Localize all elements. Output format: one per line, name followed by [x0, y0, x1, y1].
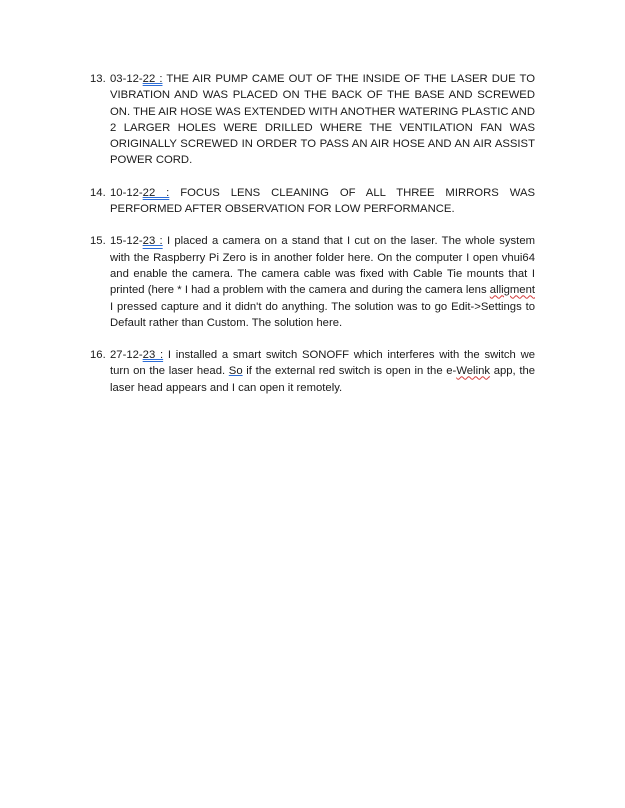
list-item [90, 185, 535, 218]
item-date: 10-12-22 : [110, 186, 170, 199]
item-date: 27-12-23 : [110, 349, 164, 362]
item-text: I installed a smart switch SONOFF which interferes with the switch we turn on the laser head. [110, 349, 536, 378]
item-text: I placed a camera on a stand that I cut on the laser. The whole system with the Raspberry Pi Zero is in another folder here. On the computer I open vhui64 and enable the camera. The camera cable was fixed with Cable Tie mounts that I printed (here * I had a problem with the camera and during the camera lens [110, 235, 536, 297]
item-text-end: app, the laser head appears and I can open it remotely. [110, 365, 536, 394]
list-item [90, 347, 535, 396]
item-number: 14. [90, 186, 106, 199]
item-date: 03-12-22 : [110, 73, 163, 85]
item-text: FOCUS LENS CLEANING OF ALL THREE MIRRORS WAS PERFORMED AFTER OBSERVATION FOR LOW PERFORMANCE. [110, 186, 536, 216]
list-item [90, 233, 535, 331]
item-number: 13. [90, 73, 106, 85]
misspelled-word: alligment [489, 284, 535, 297]
numbered-log-list [90, 71, 535, 412]
item-number: 15. [90, 235, 106, 248]
misspelled-word: Welink [456, 365, 491, 378]
item-number: 16. [90, 349, 106, 362]
item-text: THE AIR PUMP CAME OUT OF THE INSIDE OF THE LASER DUE TO VIBRATION AND WAS PLACED ON THE BACK OF THE BASE AND SCREWED ON. THE AIR HOSE WAS EXTENDED WITH ANOTHER WATERING PLASTIC AND 2 LARGER HOLES WERE DRILLED WHERE THE VENTILATION FAN WAS ORIGINALLY SCREWED IN ORDER TO PASS AN AIR HOSE AND AN AIR ASSIST POWER CORD. [110, 73, 535, 167]
item-text-continued: I pressed capture and it didn't do anything. The solution was to go Edit->Settings to Default rather than Custom. The solution here. [110, 300, 535, 329]
grammar-flagged-word: So [228, 365, 243, 378]
list-item [90, 71, 535, 169]
item-date: 15-12-23 : [110, 235, 163, 248]
item-text-continued: if the external red switch is open in the e- [246, 365, 457, 378]
